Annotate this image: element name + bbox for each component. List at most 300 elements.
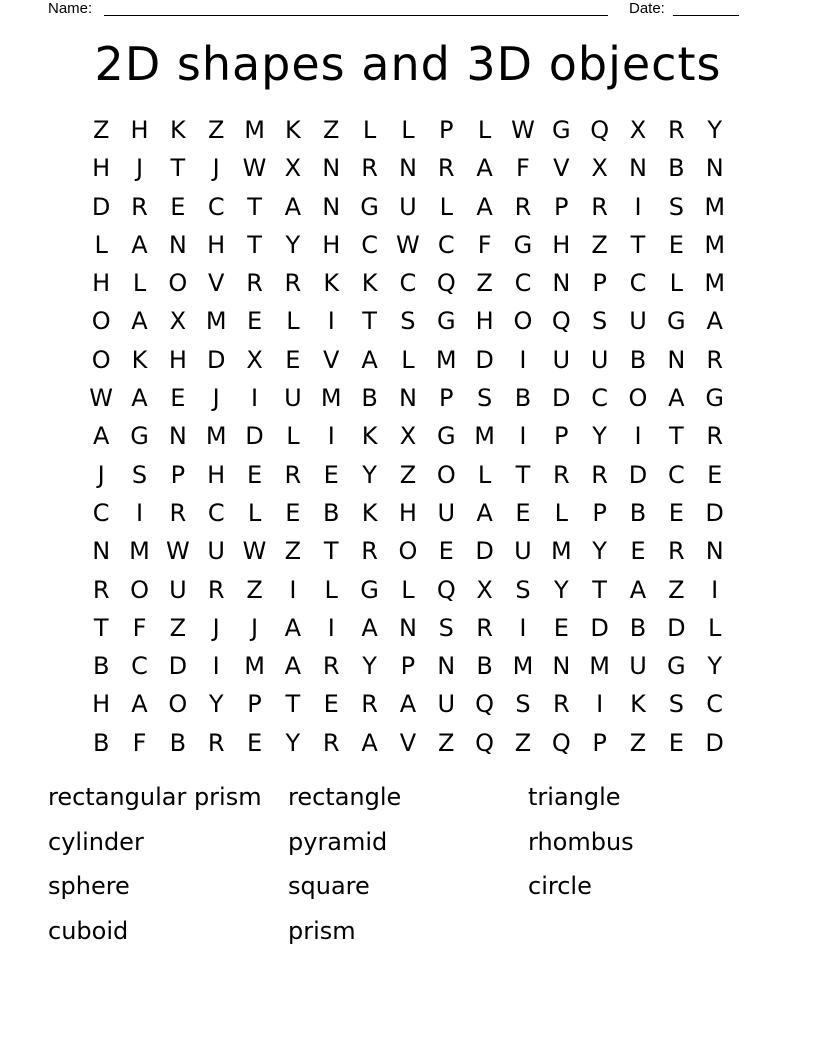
grid-letter[interactable]: N (398, 154, 417, 183)
grid-letter[interactable]: T (323, 537, 339, 566)
grid-letter[interactable]: L (286, 307, 300, 336)
grid-letter[interactable]: N (168, 230, 187, 259)
grid-letter[interactable]: X (629, 116, 647, 144)
grid-letter[interactable]: L (286, 422, 300, 451)
grid-letter[interactable]: H (398, 498, 417, 527)
grid-letter[interactable]: E (285, 498, 301, 527)
grid-letter[interactable]: I (289, 575, 297, 604)
grid-letter[interactable]: A (284, 613, 302, 642)
grid-letter[interactable]: L (94, 230, 108, 259)
grid-letter[interactable]: Z (323, 116, 340, 144)
grid-letter[interactable]: K (169, 116, 186, 144)
grid-letter[interactable]: W (242, 537, 267, 566)
grid-letter[interactable]: Q (436, 269, 456, 298)
grid-letter[interactable]: R (667, 116, 685, 144)
grid-letter[interactable]: R (591, 192, 608, 221)
grid-letter[interactable]: G (667, 652, 686, 681)
grid-letter[interactable]: W (396, 230, 420, 259)
grid-letter[interactable]: G (513, 230, 533, 259)
grid-letter[interactable]: R (284, 460, 302, 489)
grid-letter[interactable]: X (284, 154, 302, 183)
grid-letter[interactable]: O (168, 690, 188, 719)
grid-letter[interactable]: X (399, 422, 417, 451)
grid-letter[interactable]: U (207, 537, 225, 566)
grid-letter[interactable]: M (704, 192, 726, 221)
grid-letter[interactable]: B (514, 384, 532, 413)
grid-letter[interactable]: U (437, 498, 456, 527)
grid-letter[interactable]: L (439, 192, 453, 221)
grid-letter[interactable]: O (628, 384, 648, 413)
grid-letter[interactable]: J (97, 460, 105, 489)
grid-letter[interactable]: E (515, 498, 531, 527)
grid-letter[interactable]: X (246, 345, 263, 374)
grid-letter[interactable]: G (667, 307, 686, 336)
grid-letter[interactable]: D (705, 728, 724, 757)
grid-letter[interactable]: P (439, 116, 454, 144)
grid-letter[interactable]: I (519, 422, 527, 451)
grid-letter[interactable]: T (515, 460, 531, 489)
grid-letter[interactable]: T (668, 422, 684, 451)
grid-letter[interactable]: G (436, 307, 456, 336)
grid-letter[interactable]: T (170, 154, 186, 183)
grid-letter[interactable]: R (552, 460, 570, 489)
grid-letter[interactable]: Z (629, 728, 647, 757)
grid-letter[interactable]: Z (514, 728, 532, 757)
grid-letter[interactable]: D (552, 384, 571, 413)
grid-letter[interactable]: E (707, 460, 723, 489)
grid-letter[interactable]: R (207, 728, 225, 757)
grid-letter[interactable]: I (634, 422, 642, 451)
grid-letter[interactable]: J (212, 384, 220, 413)
grid-letter[interactable]: H (168, 345, 187, 374)
grid-letter[interactable]: I (519, 345, 527, 374)
grid-letter[interactable]: D (475, 345, 494, 374)
grid-letter[interactable]: T (285, 690, 301, 719)
grid-letter[interactable]: U (629, 307, 647, 336)
grid-letter[interactable]: Z (668, 575, 685, 604)
grid-letter[interactable]: I (711, 575, 719, 604)
grid-letter[interactable]: H (207, 230, 226, 259)
grid-letter[interactable]: A (284, 652, 302, 681)
grid-letter[interactable]: Z (92, 116, 110, 144)
grid-letter[interactable]: D (91, 192, 111, 221)
grid-letter[interactable]: Z (591, 230, 608, 259)
grid-letter[interactable]: S (400, 307, 416, 336)
grid-letter[interactable]: A (361, 728, 378, 757)
grid-letter[interactable]: C (437, 230, 455, 259)
grid-letter[interactable]: K (323, 269, 340, 298)
grid-letter[interactable]: C (207, 192, 225, 221)
grid-letter[interactable]: E (170, 384, 186, 413)
grid-letter[interactable]: B (629, 345, 647, 374)
grid-letter[interactable]: A (131, 690, 148, 719)
grid-letter[interactable]: G (436, 422, 456, 451)
grid-letter[interactable]: X (591, 154, 608, 183)
grid-letter[interactable]: F (477, 230, 492, 259)
grid-letter[interactable]: B (323, 498, 340, 527)
grid-letter[interactable]: Q (551, 728, 571, 757)
grid-letter[interactable]: Y (362, 652, 377, 681)
grid-letter[interactable]: P (554, 192, 569, 221)
grid-letter[interactable]: N (629, 154, 647, 183)
grid-letter[interactable]: I (251, 384, 259, 413)
grid-letter[interactable]: B (169, 728, 187, 757)
grid-letter[interactable]: R (322, 652, 340, 681)
grid-letter[interactable]: M (205, 307, 227, 336)
grid-letter[interactable]: R (361, 154, 378, 183)
grid-letter[interactable]: K (131, 345, 148, 374)
grid-letter[interactable]: O (91, 345, 111, 374)
grid-letter[interactable]: L (401, 575, 415, 604)
grid-letter[interactable]: P (439, 384, 454, 413)
grid-letter[interactable]: W (89, 384, 114, 413)
grid-letter[interactable]: B (629, 498, 647, 527)
grid-letter[interactable]: L (707, 613, 722, 642)
grid-letter[interactable]: K (630, 690, 646, 719)
grid-letter[interactable]: A (361, 345, 378, 374)
word-list-item: square (288, 872, 370, 900)
grid-letter[interactable]: U (552, 345, 571, 374)
grid-letter[interactable]: U (169, 575, 187, 604)
grid-letter[interactable]: G (130, 422, 149, 451)
grid-letter[interactable]: W (165, 537, 190, 566)
grid-letter[interactable]: Q (436, 575, 456, 604)
grid-letter[interactable]: H (130, 116, 149, 144)
grid-letter[interactable]: R (667, 537, 685, 566)
grid-letter[interactable]: R (246, 269, 263, 298)
grid-letter[interactable]: L (132, 269, 147, 298)
grid-letter[interactable]: C (629, 269, 647, 298)
grid-letter[interactable]: L (554, 498, 568, 527)
grid-letter[interactable]: A (131, 230, 148, 259)
grid-letter[interactable]: F (132, 613, 147, 642)
grid-letter[interactable]: P (592, 269, 607, 298)
grid-letter[interactable]: Z (476, 269, 493, 298)
grid-letter[interactable]: D (628, 460, 648, 489)
grid-letter[interactable]: A (629, 575, 647, 604)
grid-letter[interactable]: C (399, 269, 417, 298)
grid-letter[interactable]: U (284, 384, 302, 413)
grid-letter[interactable]: E (668, 230, 684, 259)
grid-letter[interactable]: I (327, 613, 335, 642)
grid-letter[interactable]: N (398, 613, 417, 642)
grid-letter[interactable]: U (437, 690, 456, 719)
grid-letter[interactable]: C (667, 460, 685, 489)
grid-letter[interactable]: Z (438, 728, 455, 757)
grid-letter[interactable]: L (247, 498, 262, 527)
grid-letter[interactable]: N (92, 537, 111, 566)
grid-letter[interactable]: T (93, 613, 109, 642)
grid-row (82, 265, 734, 303)
grid-letter[interactable]: S (476, 384, 493, 413)
grid-letter[interactable]: Y (592, 537, 607, 566)
grid-letter[interactable]: G (705, 384, 724, 413)
grid-letter[interactable]: E (170, 192, 186, 221)
grid-letter[interactable]: N (705, 537, 724, 566)
grid-letter[interactable]: V (553, 154, 570, 183)
grid-letter[interactable]: Y (592, 422, 607, 451)
grid-letter[interactable]: Y (285, 230, 301, 259)
grid-letter[interactable]: S (131, 460, 148, 489)
grid-letter[interactable]: P (592, 728, 607, 757)
grid-letter[interactable]: J (212, 613, 220, 642)
grid-letter[interactable]: D (245, 422, 264, 451)
grid-letter[interactable]: A (399, 690, 417, 719)
grid-letter[interactable]: S (592, 307, 608, 336)
grid-letter[interactable]: D (475, 537, 494, 566)
grid-letter[interactable]: A (131, 384, 148, 413)
grid-letter[interactable]: I (135, 498, 144, 527)
grid-row (82, 457, 734, 495)
grid-letter[interactable]: M (474, 422, 495, 451)
grid-letter[interactable]: S (668, 690, 684, 719)
grid-letter[interactable]: F (132, 728, 147, 757)
grid-letter[interactable]: A (476, 498, 493, 527)
grid-letter[interactable]: Z (169, 613, 187, 642)
grid-letter[interactable]: O (168, 269, 188, 298)
grid-letter[interactable]: B (361, 384, 378, 413)
grid-letter[interactable]: C (706, 690, 724, 719)
grid-letter[interactable]: L (324, 575, 338, 604)
grid-letter[interactable]: V (323, 345, 340, 374)
grid-letter[interactable]: H (92, 269, 111, 298)
grid-letter[interactable]: Y (362, 460, 377, 489)
name-field[interactable] (104, 15, 608, 16)
grid-letter[interactable]: L (477, 116, 492, 144)
grid-letter[interactable]: H (92, 690, 111, 719)
grid-letter[interactable]: T (630, 230, 646, 259)
grid-letter[interactable]: R (706, 345, 724, 374)
grid-letter[interactable]: K (361, 422, 378, 451)
grid-letter[interactable]: N (322, 192, 341, 221)
grid-letter[interactable]: A (706, 307, 723, 336)
grid-letter[interactable]: T (592, 575, 607, 604)
grid-letter[interactable]: N (398, 384, 417, 413)
grid-letter[interactable]: Y (285, 728, 301, 757)
grid-letter[interactable]: L (669, 269, 684, 298)
grid-letter[interactable]: A (131, 307, 148, 336)
grid-letter[interactable]: H (322, 230, 341, 259)
grid-letter[interactable]: P (554, 422, 569, 451)
grid-letter[interactable]: H (475, 307, 494, 336)
grid-letter[interactable]: P (170, 460, 186, 489)
grid-letter[interactable]: R (706, 422, 724, 451)
grid-letter[interactable]: E (246, 728, 263, 757)
grid-letter[interactable]: M (205, 422, 227, 451)
grid-letter[interactable]: Q (590, 116, 610, 144)
grid-letter[interactable]: E (285, 345, 301, 374)
grid-letter[interactable]: R (284, 269, 302, 298)
grid-letter[interactable]: E (553, 613, 569, 642)
grid-letter[interactable]: D (705, 498, 724, 527)
grid-letter[interactable]: X (476, 575, 493, 604)
grid-letter[interactable]: C (131, 652, 148, 681)
grid-letter[interactable]: O (436, 460, 456, 489)
grid-letter[interactable]: E (668, 728, 684, 757)
grid-letter[interactable]: I (634, 192, 642, 221)
grid-letter[interactable]: B (476, 652, 493, 681)
grid-letter[interactable]: O (91, 307, 111, 336)
grid-letter[interactable]: Y (553, 575, 569, 604)
grid-letter[interactable]: C (361, 230, 378, 259)
grid-letter[interactable]: A (476, 154, 493, 183)
grid-letter[interactable]: M (244, 652, 265, 681)
grid-letter[interactable]: D (206, 345, 226, 374)
grid-letter[interactable]: N (552, 652, 571, 681)
grid-row (82, 610, 734, 648)
word-list-item: pyramid (288, 827, 388, 856)
grid-letter[interactable]: N (552, 269, 571, 298)
grid-letter[interactable]: A (284, 192, 302, 221)
grid-letter[interactable]: S (515, 690, 531, 719)
grid-letter[interactable]: U (514, 537, 532, 566)
grid-letter[interactable]: D (667, 613, 686, 642)
grid-letter[interactable]: C (92, 498, 110, 527)
grid-letter[interactable]: D (590, 613, 609, 642)
grid-letter[interactable]: G (360, 192, 379, 221)
grid-letter[interactable]: P (400, 652, 416, 681)
grid-letter[interactable]: E (323, 690, 339, 719)
grid-letter[interactable]: R (92, 575, 110, 604)
grid-letter[interactable]: O (513, 307, 533, 336)
grid-letter[interactable]: N (705, 154, 724, 183)
grid-letter[interactable]: O (398, 537, 418, 566)
word-list-item: prism (288, 916, 356, 945)
grid-letter[interactable]: D (168, 652, 188, 681)
grid-letter[interactable]: T (247, 192, 262, 221)
grid-letter[interactable]: N (168, 422, 187, 451)
grid-letter[interactable]: E (323, 460, 339, 489)
grid-letter[interactable]: U (399, 192, 417, 221)
grid-letter[interactable]: N (667, 345, 686, 374)
grid-letter[interactable]: L (401, 345, 415, 374)
grid-letter[interactable]: I (327, 422, 335, 451)
grid-letter[interactable]: Y (707, 116, 722, 144)
grid-letter[interactable]: I (519, 613, 527, 642)
grid-letter[interactable]: Z (207, 116, 225, 144)
grid-letter[interactable]: M (129, 537, 150, 566)
grid-letter[interactable]: L (362, 116, 377, 144)
grid-letter[interactable]: B (92, 728, 110, 757)
grid-letter[interactable]: P (247, 690, 262, 719)
grid-letter[interactable]: M (512, 652, 534, 681)
grid-letter[interactable]: Z (246, 575, 263, 604)
grid-letter[interactable]: Y (208, 690, 224, 719)
grid-letter[interactable]: U (590, 345, 609, 374)
grid-letter[interactable]: H (92, 154, 111, 183)
grid-letter[interactable]: T (247, 230, 262, 259)
grid-letter[interactable]: C (591, 384, 609, 413)
grid-letter[interactable]: E (246, 307, 263, 336)
grid-letter[interactable]: W (511, 116, 535, 144)
grid-letter[interactable]: R (514, 192, 532, 221)
grid-letter[interactable]: M (704, 269, 726, 298)
grid-letter[interactable]: W (242, 154, 267, 183)
grid-letter[interactable]: N (322, 154, 341, 183)
grid-letter[interactable]: B (629, 613, 647, 642)
grid-letter[interactable]: L (477, 460, 492, 489)
grid-letter[interactable]: F (516, 154, 530, 183)
grid-letter[interactable]: K (361, 269, 378, 298)
grid-letter[interactable]: K (361, 498, 378, 527)
grid-letter[interactable]: S (515, 575, 531, 604)
grid-letter[interactable]: K (285, 116, 301, 144)
grid-row (82, 112, 734, 150)
grid-letter[interactable]: J (251, 613, 259, 642)
grid-letter[interactable]: Q (551, 307, 571, 336)
grid-letter[interactable]: E (246, 460, 263, 489)
grid-letter[interactable]: I (212, 652, 220, 681)
grid-letter[interactable]: M (244, 116, 265, 144)
grid-letter[interactable]: E (630, 537, 646, 566)
grid-letter[interactable]: Q (475, 690, 495, 719)
grid-letter[interactable]: A (668, 384, 685, 413)
grid-letter[interactable]: X (169, 307, 187, 336)
grid-letter[interactable]: R (591, 460, 608, 489)
grid-letter[interactable]: R (361, 537, 378, 566)
grid-letter[interactable]: M (704, 230, 726, 259)
date-field[interactable] (673, 15, 739, 16)
grid-letter[interactable]: I (596, 690, 604, 719)
word-list-item: rectangular prism (48, 783, 262, 811)
grid-letter[interactable]: H (552, 230, 571, 259)
grid-letter[interactable]: R (207, 575, 225, 604)
grid-letter[interactable]: T (362, 307, 377, 336)
grid-letter[interactable]: S (438, 613, 454, 642)
grid-letter[interactable]: L (401, 116, 415, 144)
grid-letter[interactable]: B (92, 652, 110, 681)
grid-letter[interactable]: Y (707, 652, 722, 681)
grid-letter[interactable]: M (435, 345, 457, 374)
grid-letter[interactable]: Z (399, 460, 417, 489)
grid-letter[interactable]: E (668, 498, 684, 527)
grid-letter[interactable]: J (212, 154, 220, 183)
grid-letter[interactable]: R (476, 613, 493, 642)
grid-letter[interactable]: Z (284, 537, 302, 566)
grid-letter[interactable]: R (437, 154, 455, 183)
grid-letter[interactable]: B (668, 154, 685, 183)
grid-letter[interactable]: M (589, 652, 610, 681)
grid-letter[interactable]: R (169, 498, 187, 527)
grid-letter[interactable]: Q (475, 728, 495, 757)
grid-letter[interactable]: G (551, 116, 571, 144)
grid-letter[interactable]: C (514, 269, 532, 298)
grid-letter[interactable]: P (592, 498, 607, 527)
grid-letter[interactable]: E (438, 537, 454, 566)
grid-letter[interactable]: G (360, 575, 379, 604)
grid-letter[interactable]: C (207, 498, 225, 527)
grid-letter[interactable]: R (131, 192, 148, 221)
grid-letter[interactable]: V (207, 269, 225, 298)
grid-letter[interactable]: S (668, 192, 684, 221)
grid-letter[interactable]: A (361, 613, 378, 642)
grid-letter[interactable]: M (320, 384, 342, 413)
grid-letter[interactable]: H (207, 460, 226, 489)
grid-row (82, 725, 734, 763)
grid-letter[interactable]: R (322, 728, 340, 757)
grid-letter[interactable]: J (135, 154, 144, 183)
grid-letter[interactable]: A (92, 422, 110, 451)
grid-letter[interactable]: N (437, 652, 456, 681)
grid-letter[interactable]: O (130, 575, 149, 604)
grid-letter[interactable]: I (327, 307, 335, 336)
grid-letter[interactable]: M (550, 537, 572, 566)
grid-letter[interactable]: U (629, 652, 647, 681)
grid-letter[interactable]: R (552, 690, 570, 719)
grid-letter[interactable]: V (399, 728, 417, 757)
grid-letter[interactable]: R (361, 690, 378, 719)
grid-letter[interactable]: A (476, 192, 493, 221)
